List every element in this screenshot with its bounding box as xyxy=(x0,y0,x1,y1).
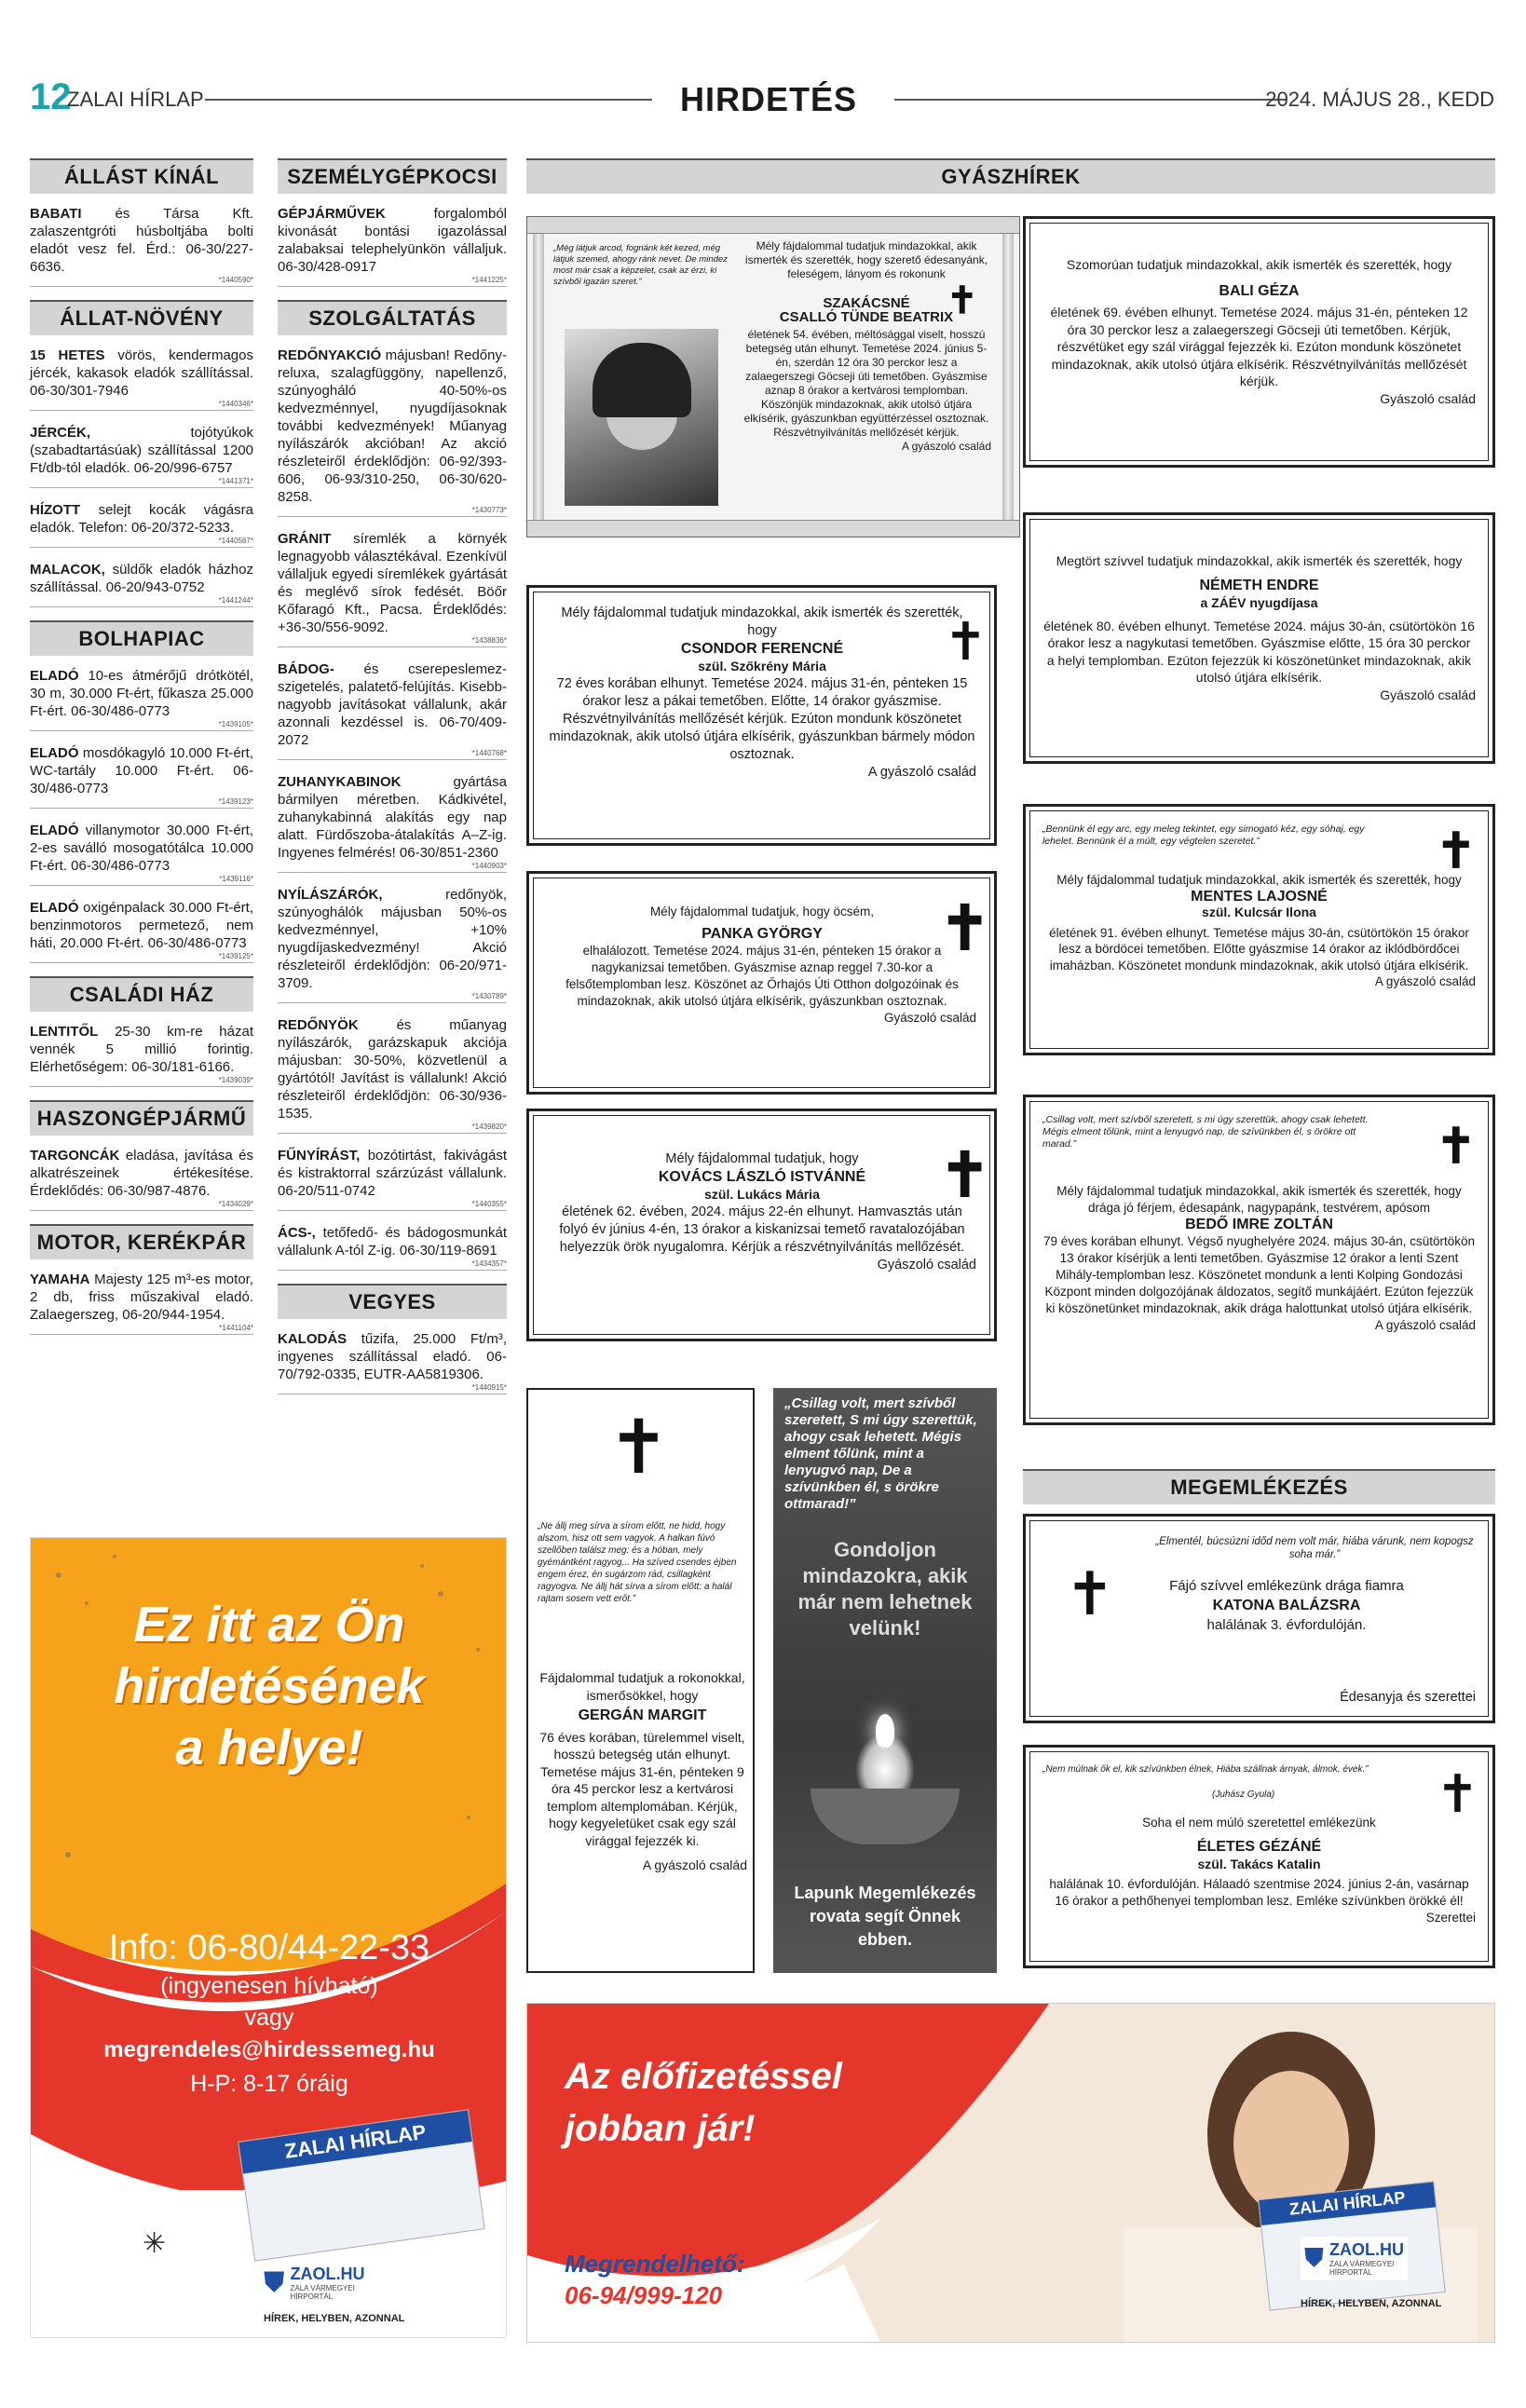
memorial-body: halálának 10. évfordulóján. Hálaadó szentmise 2024. június 2-án, vasárnap 16 órakor a pethőhenyei templomban lesz. Emléke szívünkben örökké él! xyxy=(1049,1877,1469,1908)
ad-code: *1441244* xyxy=(30,596,253,607)
self-promo-ad xyxy=(30,1537,507,2338)
candle-hands-icon xyxy=(811,1695,960,1854)
ad-keyword: ELADÓ xyxy=(30,900,79,916)
ad-body: tojótyúkok (szabadtartásúak) szállítással 1200 Ft/db-tól eladók. 06-20/996-6757 xyxy=(30,425,253,476)
deceased-name: PANKA GYÖRGY xyxy=(702,926,823,942)
promo-info-phone: Info: 06-80/44-22-33 xyxy=(108,1928,430,1967)
deceased-name: NÉMETH ENDRE xyxy=(1199,577,1319,593)
promo-headline-3: a helye! xyxy=(175,1720,363,1775)
ad-code: *1439039* xyxy=(30,1076,253,1087)
memorial-intro: Soha el nem múló szeretettel emlékezünk xyxy=(1142,1816,1376,1830)
obituary-body: 72 éves korában elhunyt. Temetése 2024. május 31-én, pénteken 15 órakor lesz a pákai temetőben. Előtte, 14 órakor gyászmise. Részvétnyilvánítás mellőzését kérjük. Ezúton mondunk köszönetet mindazoknak, akik utolsó útjára elkísérik, gyászunkban bármely módon osztoznak. xyxy=(549,676,975,762)
ad-code: *1441225* xyxy=(278,276,507,287)
obituary-body: 79 éves korában elhunyt. Végső nyughelyére 2024. május 30-án, csütörtökön 13 órakor kísérjük a lenti temetőben. Gyászmise 12 órakor a lenti Szent Mihály-templomban lesz. Köszönetet mondunk a lenti Kolping Gondozási Központ minden dolgozójának áldozatos, segítő munkájáért. Ezúton fejezzük ki köszönetünket mindazoknak, akik drága halottunkat utolsó útjára elkísérik. xyxy=(1042,1234,1476,1315)
obituary-body: életének 54. évében, méltósággal viselt, hosszú betegség után elhunyt. Temetése 2024. június 5-én, szerdán 12 óra 30 perckor lesz a zalaegerszegi Göcseji úti temetőben. Gyászmise aznap 8 órakor a kertvárosi templomban. Köszönjük mindazoknak, akik utolsó útjára elkísérik, gyászunkban együttérzéssel osztoznak. Részvétnyilvánítás mellőzését kérjük. xyxy=(743,328,989,439)
obituary-body: életének 80. évében elhunyt. Temetése 2024. május 30-án, csütörtökön 16 órakor lesz a nagykutasi temetőben. Gyászmise előtte, 15 óra 30 perckor a helyi templomban. Ezúton fejezzük ki köszönetünket mindazoknak, akik utolsó útjára elkísérik. xyxy=(1043,618,1475,685)
ad-body: és cserepeslemez-szigetelés, palatető-felújítás. Kisebb-nagyobb javításokat vállalunk, akár azonnali kezdéssel is. 06-70/409-2072 xyxy=(278,661,507,748)
obituary-panka xyxy=(526,871,997,1095)
ad-body: forgalomból kivonását bontási igazolással zalabaksai telephelyünkön vállaljuk. 06-30/428-0917 xyxy=(278,206,507,275)
obituary-signature: A gyászoló család xyxy=(867,765,976,780)
ad-text xyxy=(278,205,507,276)
ad-text xyxy=(278,773,507,862)
maiden-name: szül. Szőkrény Mária xyxy=(698,659,826,673)
promo-title: Gondoljon mindazokra, akik már nem lehetnek velünk! xyxy=(797,1538,973,1639)
classified-ad xyxy=(30,424,253,488)
shield-icon: ⛊ xyxy=(1304,2243,1325,2272)
subscription-headline-1: Az előfizetéssel xyxy=(565,2056,842,2097)
memorial-intro: Fájó szívvel emlékezünk drága fiamra xyxy=(1169,1578,1404,1594)
promo-slogan: HÍREK, HELYBEN, AZONNAL xyxy=(264,2313,405,2324)
ad-text xyxy=(30,1147,253,1200)
frame-bottom xyxy=(527,520,1019,537)
order-phone: 06-94/999-120 xyxy=(565,2281,723,2309)
ad-code: *1439125* xyxy=(30,952,253,963)
ad-body: vörös, kendermagos jércék, kakasok eladók szállítással. 06-30/301-7946 xyxy=(30,347,253,399)
ad-text xyxy=(278,1016,507,1122)
ad-code: *1439105* xyxy=(30,720,253,731)
classified-ad xyxy=(30,561,253,607)
promo-or: vagy xyxy=(244,2005,294,2031)
zaol-sub2: HÍRPORTÁL xyxy=(1329,2268,1372,2277)
ad-text xyxy=(30,667,253,720)
cross-icon: ✝ xyxy=(944,612,988,671)
classified-ad xyxy=(30,744,253,809)
obituary-intro: Mély fájdalommal tudatjuk mindazokkal, akik ismerték és szerették, hogy xyxy=(561,605,963,638)
subscription-ad xyxy=(526,2003,1495,2343)
ad-body: bozótirtást, fakivágást és kistraktorral szárzúzást vállalunk. 06-20/511-0742 xyxy=(278,1148,507,1199)
portrait-photo xyxy=(565,329,718,506)
obituary-body: életének 91. évében elhunyt. Temetése május 30-án, csütörtökön 15 órakor lesz a bördöcei temetőben. Előtte gyászmise 14 órakor az iklódbördőcei imaházban. Köszönetet mondunk mindazoknak, akik utolsó útjára elkísérik. xyxy=(1049,925,1469,973)
ad-keyword: ELADÓ xyxy=(30,745,79,761)
classified-ad xyxy=(30,822,253,886)
ad-text xyxy=(278,530,507,636)
ad-group xyxy=(278,347,507,1271)
ad-code: *1440915* xyxy=(278,1383,507,1394)
obituary-gergan xyxy=(526,1388,755,1973)
memorial-signature: Szerettei xyxy=(1425,1911,1476,1925)
cross-icon: ✝ xyxy=(939,1140,991,1209)
promo-footer: Lapunk Megemlékezés rovata segít Önnek ebben. xyxy=(794,1884,976,1949)
ad-keyword: HÍZOTT xyxy=(30,502,81,518)
obituary-intro: Mély fájdalommal tudatjuk, hogy xyxy=(665,1151,859,1166)
memorial-quote: „Nem múlnak ők el, kik szívünkben élnek, Hiába szállnak árnyak, álmok, évek.” xyxy=(1042,1764,1369,1775)
order-label: Megrendelhető: xyxy=(565,2250,745,2278)
obituary-signature: A gyászoló család xyxy=(901,440,991,453)
ad-text xyxy=(30,1023,253,1076)
ad-code: *1430773* xyxy=(278,506,507,517)
obituary-quote: „Bennünk él egy arc, egy meleg tekintet, egy simogató kéz, egy sóhaj, egy lehelet. Bennünk él a múlt, egy végtelen szeretet.” xyxy=(1042,823,1365,847)
deceased-name: KATONA BALÁZSRA xyxy=(1212,1598,1361,1613)
ad-body: síremlék a környék legnagyobb választékával. Ezenkívül vállaljuk egyedi síremlékek gyártását és meglévő sírok fedését. Böőr Kőfaragó Kft., Pacsa. Érdeklődés: +36-30/556-9092. xyxy=(278,531,507,635)
category-heading: CSALÁDI HÁZ xyxy=(30,976,253,1012)
ad-text xyxy=(278,660,507,749)
obituary-signature: Gyászoló család xyxy=(1380,390,1476,406)
ad-keyword: TARGONCÁK xyxy=(30,1148,120,1163)
obituary-signature: Gyászoló család xyxy=(877,1258,976,1272)
classified-ad xyxy=(30,1023,253,1087)
obituary-body: életének 62. évében, 2024. május 22-én elhunyt. Hamvasztás után folyó év június 4-én, 13 órakor a kiskanizsai temető ravatalozójában helyezzük örök nyugalomra. Kérjük a részvétnyilvánítás mellőzését. xyxy=(559,1204,965,1255)
ad-body: mosdókagyló 10.000 Ft-ért, WC-tartály 10.000 Ft-ért. 06-30/486-0773 xyxy=(30,745,253,796)
deceased-name: KOVÁCS LÁSZLÓ ISTVÁNNÉ xyxy=(658,1169,866,1185)
ad-text xyxy=(278,347,507,506)
maiden-name: szül. Kulcsár Ilona xyxy=(1202,905,1316,919)
obituary-signature: Gyászoló család xyxy=(1380,687,1476,702)
quote-author: (Juhász Gyula) xyxy=(1212,1789,1275,1800)
ad-code: *1440903* xyxy=(278,862,507,873)
shield-icon: ⛊ xyxy=(264,2266,285,2298)
obituary-kovacs xyxy=(526,1109,997,1341)
obituary-body: életének 69. évében elhunyt. Temetése 2024. május 31-én, pénteken 12 óra 30 perckor lesz a zalaegerszegi Göcseji úti temetőben. Kérjük, részvétüket egy szál virággal fejezzék ki. Ezúton mondunk köszönetet mindazoknak, akik utolsó útjára elkísérik. Részvétnyilvánítás mellőzését kérjük. xyxy=(1050,305,1468,388)
category-heading: ÁLLÁST KÍNÁL xyxy=(30,158,253,194)
ad-keyword: ELADÓ xyxy=(30,668,79,684)
obituary-bedo xyxy=(1023,1095,1495,1425)
ad-text xyxy=(278,1330,507,1383)
ad-text xyxy=(30,424,253,477)
ad-text xyxy=(30,205,253,276)
classified-ad xyxy=(30,1147,253,1211)
ad-keyword: ZUHANYKABINOK xyxy=(278,774,402,790)
ad-text xyxy=(30,501,253,537)
ad-code: *1440567* xyxy=(30,537,253,548)
ad-body: és Társa Kft. zalaszentgróti húsboltjába bolti eladót vesz fel. Érd.: 06-30/227-6636. xyxy=(30,206,253,275)
classified-ad xyxy=(278,1330,507,1394)
classified-ad xyxy=(30,501,253,548)
obituary-intro: Mély fájdalommal tudatjuk mindazokkal, akik ismerték és szerették, hogy xyxy=(1056,873,1462,887)
obituary-intro: Mély fájdalommal tudatjuk, hogy öcsém, xyxy=(649,905,875,918)
ad-text xyxy=(30,822,253,875)
ad-text xyxy=(30,899,253,952)
promo-hours: H-P: 8-17 óráig xyxy=(190,2071,348,2097)
promo-headline-2: hirdetésének xyxy=(114,1658,425,1714)
obituary-intro: Megtört szívvel tudatjuk mindazokkal, akik ismerték és szerették, hogy xyxy=(1056,553,1463,568)
obituary-intro: Szomorúan tudatjuk mindazokkal, akik ismerték és szerették, hogy xyxy=(1066,257,1452,272)
newspaper-masthead: ZALAI HÍRLAP xyxy=(238,2110,471,2173)
classified-ad xyxy=(278,530,507,647)
obituary-intro: Mély fájdalommal tudatjuk mindazokkal, akik ismerték és szerették, hogy szerető édesanyánk, feleségem, lányom és rokonunk xyxy=(744,239,988,280)
ad-text xyxy=(30,744,253,797)
ad-keyword: 15 HETES xyxy=(30,347,105,363)
zaol-sub1: ZALA VÁRMEGYEI xyxy=(1329,2260,1395,2268)
ad-text xyxy=(30,561,253,596)
deceased-name: BALI GÉZA xyxy=(1219,282,1300,299)
ad-body: 10-es átmérőjű drótkötél, 30 m, 30.000 Ft-ért, fűkasza 25.000 Ft-ért. 06-30/486-0773 xyxy=(30,668,253,719)
obituary-quote: „Még látjuk arcod, fognánk két kezed, még látjuk szemed, ahogy ránk nevet. De mindez most már csak a képzelet, csak az érzi, ki szívből igazán szeret.” xyxy=(553,243,728,287)
ad-group xyxy=(30,1271,253,1335)
memorial-promo xyxy=(773,1388,997,1973)
ad-body: redőnyök, szúnyoghálók májusban 50%-os kedvezménnyel, +10% nyugdíjaskedvezmény! Akció részleteiről érdeklődjön: 06-20/971-3709. xyxy=(278,887,507,991)
deceased-name: SZAKÁCSNÉ xyxy=(823,295,910,311)
obituary-quote: „Ne állj meg sírva a sírom előtt, ne hidd, hogy alszom, hisz ott sem vagyok. A halkan fúvó szellőben találsz meg: és a hóban, mely gyémántként ragyog... Ha szíved csendes éjben engem érez, én sugárzom rád, csillagként ragyogva. Ne állj hát sírva a sírom előtt: a halál rajtam sosem vett erőt.” xyxy=(538,1521,737,1604)
cross-icon: ✝ xyxy=(947,280,978,321)
ad-group xyxy=(278,1330,507,1394)
column-pillar xyxy=(533,234,544,520)
classified-ad xyxy=(278,1224,507,1271)
obituary-csondor xyxy=(526,585,997,846)
ad-keyword: YAMAHA xyxy=(30,1272,90,1287)
obituary-signature: Gyászoló család xyxy=(883,1011,976,1025)
cross-icon: ✝ xyxy=(607,1406,671,1489)
memorial-eletes xyxy=(1023,1745,1495,1968)
category-heading: SZEMÉLYGÉPKOCSI xyxy=(278,158,507,194)
memorial-quote: „Elmentél, búcsúzni időd nem volt már, hiába várunk, nem kopogsz soha már.” xyxy=(1155,1536,1474,1560)
ad-keyword: REDŐNYAKCIÓ xyxy=(278,347,382,363)
promo-quote: „Csillag volt, mert szívből szeretett, S mi úgy szerettük, ahogy csak lehetett. Mégis elment tőlünk, mint a lenyugvó nap, De a szívünkben él, s örökre ottmarad!” xyxy=(784,1395,977,1512)
ad-code: *1440355* xyxy=(278,1200,507,1211)
ad-group xyxy=(278,205,507,287)
deceased-name: BEDŐ IMRE ZOLTÁN xyxy=(1185,1217,1333,1232)
promo-free-note: (ingyenesen hívható) xyxy=(160,1973,378,1999)
ad-code: *1430789* xyxy=(278,992,507,1003)
ad-group xyxy=(30,205,253,287)
obituary-body: elhalálozott. Temetése 2024. május 31-én, pénteken 15 órakor a nagykanizsai temetőben. Gyászmise aznap reggel 7.30-kor a felsőtemplomban lesz. Köszönet az Őrhajós Úti Otthon dolgozóinak és mindazoknak, akik utolsó útjára elkísérik, gyászunkban osztoznak. xyxy=(565,944,959,1008)
newspaper-masthead: ZALAI HÍRLAP xyxy=(1259,2182,1436,2225)
classified-ad xyxy=(278,205,507,287)
classified-ad xyxy=(278,660,507,760)
classified-ad xyxy=(30,667,253,731)
cross-rose-icon: ✝ xyxy=(1436,824,1477,878)
ad-code: *1441104* xyxy=(30,1324,253,1335)
classified-ad xyxy=(30,347,253,411)
column-pillar xyxy=(1002,234,1014,520)
zaol-sub2: HÍRPORTÁL xyxy=(290,2292,334,2301)
ad-text xyxy=(30,1271,253,1324)
classified-ad xyxy=(278,1016,507,1134)
ad-body: eladása, javítása és alkatrészeinek értékesítése. Érdeklődés: 06-30/987-4876. xyxy=(30,1148,253,1199)
obituary-nemeth xyxy=(1023,512,1495,764)
deceased-name: MENTES LAJOSNÉ xyxy=(1191,888,1328,905)
ad-group xyxy=(30,1147,253,1211)
deceased-title: a ZÁÉV nyugdíjasa xyxy=(1200,595,1318,610)
deceased-name: ÉLETES GÉZÁNÉ xyxy=(1196,1839,1322,1855)
ad-body: 25-30 km-re házat vennék 5 millió forintig. Elérhetőségem: 06-30/181-6166. xyxy=(30,1024,253,1075)
classified-ad xyxy=(30,205,253,287)
sparkle-icon: ✳ xyxy=(143,2228,167,2259)
ad-code: *1440590* xyxy=(30,276,253,287)
ad-body: és műanyag nyílászárók, garázskapuk akciója májusban: 30-50%, közvetlenül a gyártótól! Javítást is vállalunk! Akció részleteiről érdeklődjön: 06-30/936-1535. xyxy=(278,1017,507,1122)
ad-text xyxy=(278,886,507,992)
classified-ad xyxy=(30,899,253,963)
ad-group xyxy=(30,667,253,963)
obituary-mentes xyxy=(1023,804,1495,1055)
ad-body: selejt kocák vágásra eladók. Telefon: 06-20/372-5233. xyxy=(30,502,253,536)
ad-body: oxigénpalack 30.000 Ft-ért, benzinmotoros permetező, nem háti, 20.000 Ft-ért. 06-30/486-0773 xyxy=(30,900,253,951)
classified-ad xyxy=(278,886,507,1003)
ad-keyword: JÉRCÉK, xyxy=(30,425,91,441)
frame-top xyxy=(527,217,1019,234)
ad-code: *1439116* xyxy=(30,875,253,886)
obituary-intro: Fájdalommal tudatjuk a rokonokkal, ismerősökkel, hogy xyxy=(539,1670,745,1703)
ad-body: májusban! Redőny-reluxa, szalagfüggöny, napellenző, szúnyogháló 40-50%-os kedvezménnyel, nyugdíjasoknak további kedvezmények! Műanyag nyílászárók akcióban! Az akció részleteiről érdeklődjön: 06-92/393-606, 06-93/310-250, 06-30/620-8258. xyxy=(278,347,507,505)
ad-code: *1439820* xyxy=(278,1122,507,1134)
cross-rose-icon: ✝ xyxy=(1436,1764,1479,1823)
ad-keyword: KALODÁS xyxy=(278,1331,347,1347)
ad-keyword: NYÍLÁSZÁRÓK, xyxy=(278,887,383,903)
obituary-signature: A gyászoló család xyxy=(642,1857,747,1872)
ad-code: *1439123* xyxy=(30,797,253,809)
classified-ad xyxy=(278,347,507,517)
memorial-body: halálának 3. évfordulóján. xyxy=(1206,1617,1367,1633)
obituary-signature: A gyászoló család xyxy=(1374,974,1476,988)
promo-email: megrendeles@hirdessemeg.hu xyxy=(103,2037,435,2062)
cross-rose-icon: ✝ xyxy=(1065,1560,1115,1627)
category-heading: HASZONGÉPJÁRMŰ xyxy=(30,1100,253,1136)
deceased-name: CSONDOR FERENCNÉ xyxy=(680,641,844,657)
ad-code: *1438836* xyxy=(278,636,507,647)
ad-keyword: ELADÓ xyxy=(30,823,79,838)
ad-code: *1434029* xyxy=(30,1200,253,1211)
ad-keyword: LENTITŐL xyxy=(30,1024,99,1040)
header-rule-right xyxy=(894,99,1286,101)
cross-rose-icon: ✝ xyxy=(1436,1120,1477,1174)
ad-group xyxy=(30,347,253,607)
header-rule-left xyxy=(205,99,652,101)
category-heading: ÁLLAT-NÖVÉNY xyxy=(30,300,253,335)
ad-group xyxy=(30,1023,253,1087)
paper-name: ZALAI HÍRLAP xyxy=(67,88,204,111)
subscription-headline-2: jobban jár! xyxy=(565,2108,756,2149)
category-heading: SZOLGÁLTATÁS xyxy=(278,300,507,335)
zaol-logo xyxy=(264,2265,365,2301)
ad-text xyxy=(278,1224,507,1259)
ad-keyword: FŰNYÍRÁST, xyxy=(278,1148,361,1163)
ad-code: *1434357* xyxy=(278,1259,507,1271)
obituary-szakacsne xyxy=(526,216,1020,537)
deceased-name: GERGÁN MARGIT xyxy=(578,1707,707,1723)
category-heading: MOTOR, KERÉKPÁR xyxy=(30,1224,253,1259)
ad-body: gyártása bármilyen méretben. Kádkivétel, zuhanykabinná alakítás egy nap alatt. Fürdőszoba-átalakítás A–Z-ig. Ingyenes felmérés! 06-30/851-2360 xyxy=(278,774,507,861)
obituary-body: 76 éves korában, türelemmel viselt, hosszú betegség után elhunyt. Temetése május 31-én, pénteken 9 óra 45 perckor lesz a kertvárosi templom altemplomában. Kérjük, hogy kegyeletüket csak egy szál virággal fejezzék ki. xyxy=(539,1729,745,1848)
category-heading: BOLHAPIAC xyxy=(30,620,253,656)
cross-icon: ✝ xyxy=(939,893,991,962)
page-number: 12 xyxy=(30,76,72,117)
classified-column-2 xyxy=(278,158,507,1408)
ad-keyword: BÁDOG- xyxy=(278,661,334,677)
ad-code: *1440768* xyxy=(278,749,507,760)
ad-keyword: GRÁNIT xyxy=(278,531,332,547)
ad-keyword: REDŐNYÖK xyxy=(278,1017,359,1033)
obituaries-heading: GYÁSZHÍREK xyxy=(526,158,1495,194)
zaol-name: ZAOL.HU xyxy=(1329,2240,1405,2259)
classified-ad xyxy=(278,773,507,873)
classified-ad xyxy=(30,1271,253,1335)
obituary-intro: Mély fájdalommal tudatjuk mindazokkal, akik ismerték és szerették, hogy drága jó férjem, édesapánk, nagypapánk, testvérem, apósom xyxy=(1056,1184,1462,1215)
zaol-sub1: ZALA VÁRMEGYEI xyxy=(290,2284,355,2292)
promo-headline-1: Ez itt az Ön xyxy=(133,1597,405,1653)
obituary-signature: A gyászoló család xyxy=(1374,1318,1476,1332)
ad-code: *1441371* xyxy=(30,477,253,488)
memorial-signature: Édesanyja és szerettei xyxy=(1340,1690,1476,1705)
ad-body: Majesty 125 m³-es motor, 2 db, friss műszakival eladó. Zalaegerszeg, 06-20/944-1954. xyxy=(30,1272,253,1323)
ad-keyword: GÉPJÁRMŰVEK xyxy=(278,206,386,222)
ad-body: süldők eladók házhoz szállítással. 06-20/943-0752 xyxy=(30,562,253,595)
memorial-heading: MEGEMLÉKEZÉS xyxy=(1023,1469,1495,1504)
zaol-logo xyxy=(1301,2237,1408,2280)
ad-text xyxy=(30,347,253,400)
maiden-name: szül. Takács Katalin xyxy=(1197,1857,1321,1871)
ad-body: tetőfedő- és bádogosmunkát vállalunk A-tól Z-ig. 06-30/119-8691 xyxy=(278,1225,507,1258)
subscription-slogan: HÍREK, HELYBEN, AZONNAL xyxy=(1301,2298,1442,2309)
obituary-quote: „Csillag volt, mert szívből szeretett, s mi úgy szerettük, ahogy csak lehetett. Mégis elment tőlünk, mint a lenyugvó nap, de szívünkben él, s örökre ott marad.” xyxy=(1042,1114,1369,1150)
category-heading: VEGYES xyxy=(278,1284,507,1319)
zaol-name: ZAOL.HU xyxy=(290,2265,365,2283)
ad-code: *1440346* xyxy=(30,400,253,411)
section-title: HIRDETÉS xyxy=(680,80,858,118)
ad-keyword: ÁCS-, xyxy=(278,1225,316,1241)
obituary-bali xyxy=(1023,216,1495,468)
ad-keyword: MALACOK, xyxy=(30,562,105,578)
deceased-name: CSALLÓ TÜNDE BEATRIX xyxy=(779,309,954,325)
issue-date: 2024. MÁJUS 28., KEDD xyxy=(1265,88,1494,111)
classified-ad xyxy=(278,1147,507,1211)
ad-text xyxy=(278,1147,507,1200)
ad-body: tűzifa, 25.000 Ft/m³, ingyenes szállítással eladó. 06-70/792-0335, EUTR-AA5819306. xyxy=(278,1331,507,1382)
classified-column-1 xyxy=(30,158,253,1348)
maiden-name: szül. Lukács Mária xyxy=(704,1187,820,1202)
ad-body: villanymotor 30.000 Ft-ért, 2-es saválló mosogatótálca 10.000 Ft-ért. 06-30/486-0773 xyxy=(30,823,253,874)
ad-keyword: BABATI xyxy=(30,206,82,222)
memorial-katona xyxy=(1023,1514,1495,1723)
